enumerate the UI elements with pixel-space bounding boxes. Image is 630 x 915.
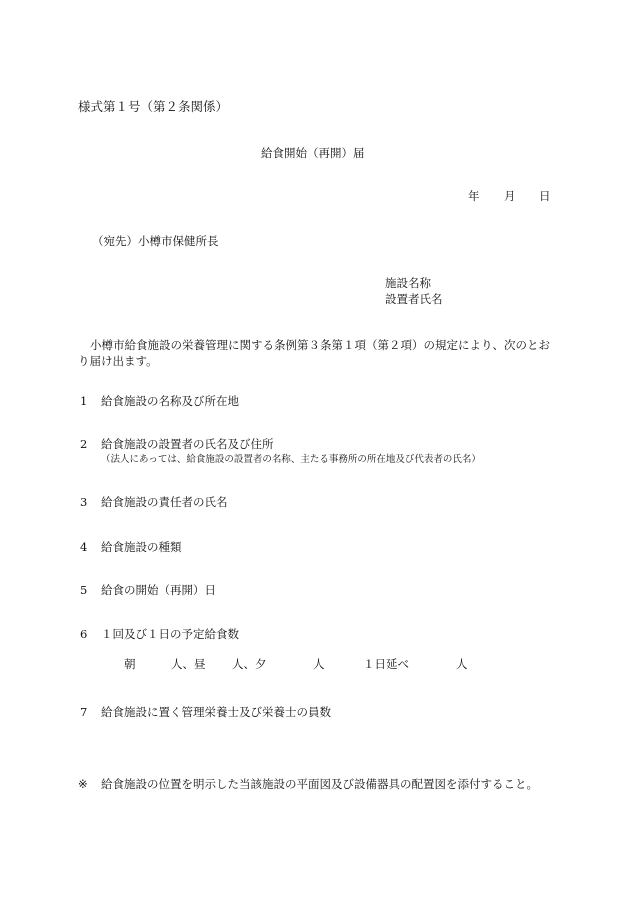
footnote-mark: ※ xyxy=(78,777,88,791)
installer-name-label: 設置者氏名 xyxy=(385,292,443,306)
item-number: 4 xyxy=(80,540,88,554)
date-year: 年 xyxy=(468,189,480,203)
item-text: 給食施設に置く管理栄養士及び栄養士の員数 xyxy=(101,705,331,719)
footnote-text: 給食施設の位置を明示した当該施設の平面図及び設備器具の配置図を添付すること。 xyxy=(101,777,538,791)
item-number: 2 xyxy=(80,437,88,451)
item-number: 6 xyxy=(80,627,88,641)
item-number: 1 xyxy=(80,394,88,408)
meal-dinner-label: 人、夕 xyxy=(232,657,267,671)
form-id: 様式第１号（第２条関係） xyxy=(78,99,229,114)
item-number: 5 xyxy=(80,583,88,597)
meal-person-label: 人 xyxy=(313,657,325,671)
date-day: 日 xyxy=(539,189,551,203)
meal-lunch-label: 人、昼 xyxy=(171,657,206,671)
item-text: 給食施設の責任者の氏名 xyxy=(101,495,228,509)
item-number: 3 xyxy=(80,495,88,509)
item-number: 7 xyxy=(80,705,88,719)
facility-name-label: 施設名称 xyxy=(385,276,431,290)
date-month: 月 xyxy=(504,189,516,203)
intro-paragraph: 小樽市給食施設の栄養管理に関する条例第３条第１項（第２項）の規定により、次のとおり届け出ます。 xyxy=(78,338,550,368)
item-text: 給食施設の名称及び所在地 xyxy=(101,394,239,408)
addressee: （宛先）小樽市保健所長 xyxy=(92,234,219,248)
meal-daily-total-label: １日延べ xyxy=(363,657,409,671)
item-text: 給食の開始（再開）日 xyxy=(101,583,216,597)
meal-breakfast-label: 朝 xyxy=(124,657,136,671)
item-text: 給食施設の種類 xyxy=(101,540,182,554)
meal-person-end-label: 人 xyxy=(456,657,468,671)
item-note: （法人にあっては、給食施設の設置者の名称、主たる事務所の所在地及び代表者の氏名） xyxy=(101,454,481,465)
item-text: 給食施設の設置者の氏名及び住所 xyxy=(101,437,274,451)
item-text: １回及び１日の予定給食数 xyxy=(101,627,239,641)
form-title: 給食開始（再開）届 xyxy=(261,146,365,160)
